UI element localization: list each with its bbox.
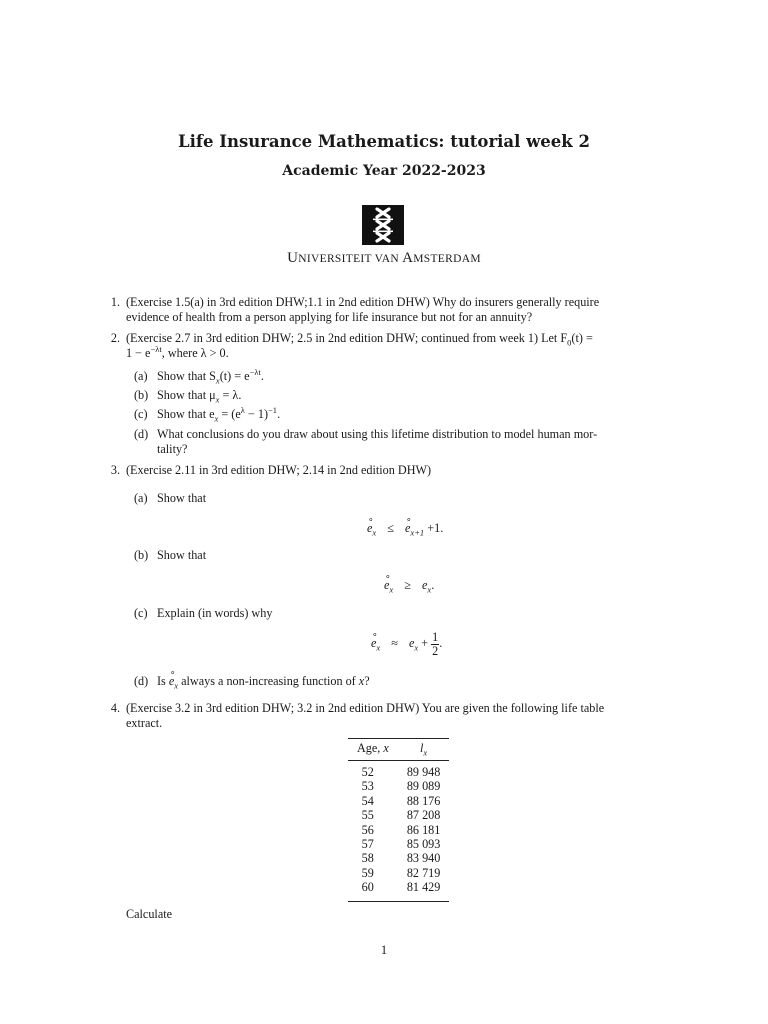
q3c-rhs: e [409,636,415,650]
q2a-sup: −λt [249,366,261,377]
q2-number: 2. [110,331,120,345]
uni-name-part-2: MSTERDAM [413,253,481,265]
q4-calculate: Calculate [126,907,173,921]
q3c-rhs-sub: x [414,642,419,653]
table-row [348,794,449,808]
age-cell: 60 [348,880,398,901]
lx-cell: 82 719 [406,865,441,880]
page-number: 1 [380,943,388,957]
table-row [348,779,449,793]
uni-letter-a: A [402,250,414,266]
q2b-label: (b) [134,388,149,402]
age-cell: 57 [361,837,374,852]
q2-line2 [126,343,229,361]
q2-line2-a: 1 − e [126,346,151,360]
q2c-text [157,404,281,424]
q3b-text: Show that [157,548,207,562]
uni-letter-u: U [287,250,299,266]
q3d-t1: Is [157,674,169,688]
col-age [348,739,398,761]
q3d-text [157,674,370,689]
q3c-equation [371,630,442,658]
q2a-text [157,366,264,386]
q4-line2: extract. [126,716,163,730]
q2a-mid: (t) = e [219,369,250,383]
q3c-plus: + [418,636,432,650]
q3c-lhs: ∘ e [371,630,376,656]
q1-number: 1. [110,295,120,309]
q3a-lhs-sub: x [372,527,377,538]
uni-name-part: NIVERSITEIT VAN [298,253,403,265]
q2d-label: (d) [134,427,149,441]
q3a-equation [367,521,443,536]
age-cell: 53 [361,779,374,794]
lx-cell: 83 940 [406,851,441,866]
q4-line1: (Exercise 3.2 in 3rd edition DHW; 3.2 in 2nd edition DHW) You are given the following life table [126,701,605,715]
q3a-op: ≤ [387,521,394,535]
q3b-lhs: ∘ e [384,578,389,593]
q3b-rhs: e [422,578,428,592]
q3a-lhs: ∘ e [367,521,372,536]
q3b-rhs-sub: x [427,584,432,595]
q3a-label: (a) [134,491,148,505]
q2c-t1: Show that e [157,407,215,421]
q2-line1-sub: 0 [567,337,572,348]
q3c-text: Explain (in words) why [157,606,273,620]
table-row [348,837,449,851]
life-table-header [348,739,449,761]
q2c-sup1: λ [240,404,245,415]
q2b-end: = λ. [219,388,242,402]
q3d-sub: x [174,680,179,691]
lx-cell: 89 089 [406,779,441,794]
q3-number: 3. [110,463,120,477]
university-name [0,250,768,267]
q2c-label: (c) [134,407,148,421]
q2b-text [157,388,241,403]
life-table [348,738,449,902]
q2d-line1: What conclusions do you draw about using this lifetime distribution to model human mor- [157,427,598,441]
age-cell: 55 [361,808,374,823]
q2a-label: (a) [134,369,148,383]
table-row [348,851,449,865]
q3b-lhs-sub: x [389,584,394,595]
q2-line1-text: (Exercise 2.7 in 3rd edition DHW; 2.5 in 2nd edition DHW; continued from week 1) Let F [126,331,568,345]
table-row [348,761,449,780]
q2-line2-b: , where λ > 0. [161,346,229,360]
q3b-op: ≥ [404,578,411,592]
q2b-t1: Show that μ [157,388,216,402]
lx-cell: 87 208 [406,808,441,823]
q2a-sub: x [215,375,220,386]
table-row [348,808,449,822]
lx-cell: 89 948 [406,765,441,779]
q3b-equation [384,578,434,593]
col-lx-label: l [420,741,424,755]
age-cell: 54 [361,793,374,808]
q2-line1-end: (t) = [571,331,593,345]
age-cell: 56 [361,822,374,837]
q3d-e: ∘ e [169,674,174,689]
q2-line2-sup: −λt [150,343,162,354]
q2c-end: . [277,407,281,421]
q1-line1: (Exercise 1.5(a) in 3rd edition DHW;1.1 in 2nd edition DHW) Why do insurers generally require [126,295,600,309]
q1-line2: evidence of health from a person applying for life insurance but not for an annuity? [126,310,533,324]
q3d-t2: always a non-increasing function of [178,674,359,688]
col-lx-sub: x [423,747,428,758]
table-row [348,880,449,901]
lx-cell: 81 429 [398,880,450,901]
uva-crest-icon [362,205,404,245]
q3b-end: . [431,578,435,592]
q3-line1: (Exercise 2.11 in 3rd edition DHW; 2.14 in 2nd edition DHW) [126,463,432,477]
q3d-x: x [358,674,365,688]
q3c-lhs-sub: x [376,642,381,653]
document-subtitle: Academic Year 2022-2023 [282,163,486,179]
university-logo [362,205,404,245]
q3b-label: (b) [134,548,149,562]
col-age-label: Age, [357,741,384,755]
q3d-end: ? [364,674,370,688]
table-row [348,823,449,837]
lx-cell: 88 176 [406,793,441,808]
q2-line1 [126,331,593,346]
q2a-end: . [260,369,264,383]
q3c-op: ≈ [391,636,398,650]
q3a-rhs-sub: x+1 [410,527,425,538]
age-cell: 58 [361,851,374,866]
col-lx [398,739,450,761]
lx-cell: 86 181 [406,822,441,837]
q4-number: 4. [110,701,120,715]
lx-cell: 85 093 [406,837,441,852]
q3a-rhs: ∘ e [405,521,410,536]
q2c-mid2: − 1) [244,407,269,421]
q3c-label: (c) [134,606,148,620]
q3a-end: +1. [424,521,444,535]
table-row [348,866,449,880]
q2a-t1: Show that S [157,369,216,383]
col-age-var: x [383,741,389,755]
age-cell: 52 [361,765,374,779]
q3a-text: Show that [157,491,207,505]
q3c-end: . [439,636,443,650]
q3c-frac-num: 1 [432,629,439,644]
q2c-sup2: −1 [268,404,278,415]
q2d-line2: tality? [157,442,188,456]
q2b-sub: x [215,394,220,405]
q2c-sub: x [214,413,219,424]
q3c-frac-den: 2 [432,643,439,658]
q2c-mid: = (e [218,407,241,421]
age-cell: 59 [361,865,374,880]
document-title: Life Insurance Mathematics: tutorial week 2 [178,132,590,151]
q3d-label: (d) [134,674,149,688]
